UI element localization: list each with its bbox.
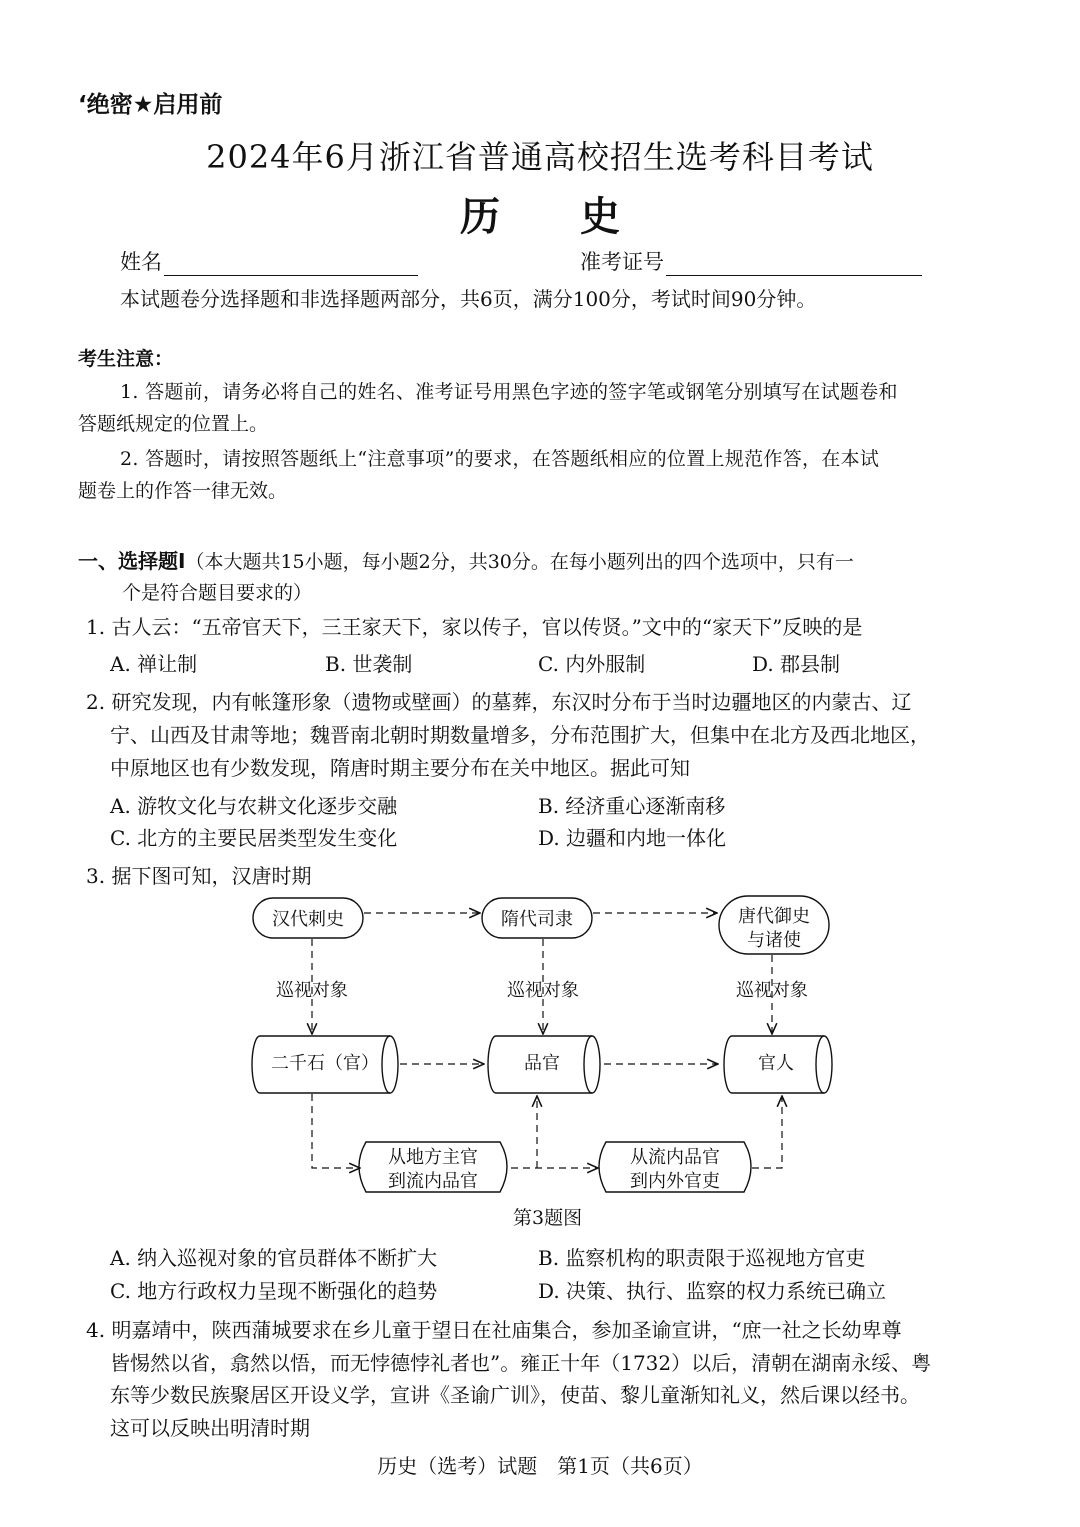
q2-option-b[interactable]: B. 经济重心逐渐南移 bbox=[538, 794, 726, 818]
q2-option-d[interactable]: D. 边疆和内地一体化 bbox=[538, 826, 727, 850]
q4-line-2: 皆惕然以省，翕然以悟，而无悖德悖礼者也”。雍正十年（1732）以后，清朝在湖南永绥、粤 bbox=[110, 1351, 932, 1375]
section-desc-1: （本大题共15小题，每小题2分，共30分。在每小题列出的四个选项中，只有一 bbox=[185, 551, 854, 573]
page-footer: 历史（选考）试题 第1页（共6页） bbox=[377, 1454, 703, 1478]
q2-line-1: 2. 研究发现，内有帐篷形象（遗物或壁画）的墓葬，东汉时分布于当时边疆地区的内蒙古、辽 bbox=[86, 690, 912, 714]
q1-option-a[interactable]: A. 禅让制 bbox=[110, 652, 198, 676]
q2-line-3: 中原地区也有少数发现，隋唐时期主要分布在关中地区。据此可知 bbox=[110, 756, 690, 780]
cyl-guanren-end bbox=[816, 1036, 832, 1093]
q3-option-a[interactable]: A. 纳入巡视对象的官员群体不断扩大 bbox=[110, 1246, 438, 1270]
exam-title: 2024年6月浙江省普通高校招生选考科目考试 bbox=[206, 138, 874, 176]
name-label: 姓名 bbox=[120, 250, 162, 274]
notice-item-1-line-1: 1. 答题前，请务必将自己的姓名、准考证号用黑色字迹的签字笔或钢笔分别填写在试题卷和 bbox=[120, 381, 898, 403]
section-desc-2: 个是符合题目要求的） bbox=[122, 582, 313, 604]
q2-option-c[interactable]: C. 北方的主要民居类型发生变化 bbox=[110, 826, 398, 850]
notice-item-1-line-2: 答题纸规定的位置上。 bbox=[78, 413, 269, 435]
cyl-label-2: 品官 bbox=[524, 1053, 560, 1074]
scroll-2-line-1: 从流内品官 bbox=[630, 1147, 720, 1168]
q1-option-d[interactable]: D. 郡县制 bbox=[752, 652, 841, 676]
node-label-tang-2: 与诸使 bbox=[747, 930, 801, 951]
cyl-pinguan-end bbox=[584, 1036, 600, 1093]
q3-option-c[interactable]: C. 地方行政权力呈现不断强化的趋势 bbox=[110, 1279, 438, 1303]
edge-label-1: 巡视对象 bbox=[276, 980, 348, 1001]
q4-line-3: 东等少数民族聚居区开设义学，宣讲《圣谕广训》，使苗、黎儿童渐知礼义，然后课以经书。 bbox=[110, 1383, 920, 1407]
confidential-mark: ‘绝密★启用前 bbox=[78, 92, 223, 118]
subject-title: 历史 bbox=[460, 194, 700, 240]
notice-item-2-line-2: 题卷上的作答一律无效。 bbox=[78, 480, 288, 502]
notice-heading: 考生注意： bbox=[78, 348, 174, 370]
q1-option-c[interactable]: C. 内外服制 bbox=[538, 652, 646, 676]
q2-option-a[interactable]: A. 游牧文化与农耕文化逐步交融 bbox=[110, 794, 398, 818]
q4-line-1: 4. 明嘉靖中，陕西蒲城要求在乡儿童于望日在社庙集合，参加圣谕宣讲，“庶一社之长幼卑尊 bbox=[86, 1318, 902, 1342]
notice-item-2-line-1: 2. 答题时，请按照答题纸上“注意事项”的要求，在答题纸相应的位置上规范作答，在本试 bbox=[120, 448, 880, 470]
cyl-label-1: 二千石（官） bbox=[271, 1053, 379, 1074]
q4-line-4: 这可以反映出明清时期 bbox=[110, 1416, 310, 1440]
q3-option-b[interactable]: B. 监察机构的职责限于巡视地方官吏 bbox=[538, 1246, 866, 1270]
scroll-1-line-1: 从地方主官 bbox=[388, 1147, 478, 1168]
section-heading: 一、选择题Ⅰ bbox=[78, 549, 186, 573]
cyl-label-3: 官人 bbox=[758, 1053, 794, 1074]
q3-stem: 3. 据下图可知，汉唐时期 bbox=[86, 864, 312, 888]
id-label: 准考证号 bbox=[580, 250, 664, 274]
edge-label-3: 巡视对象 bbox=[736, 980, 808, 1001]
scroll-2-line-2: 到内外官吏 bbox=[630, 1171, 720, 1192]
q2-line-2: 宁、山西及甘肃等地；魏晋南北朝时期数量增多，分布范围扩大，但集中在北方及西北地区， bbox=[110, 723, 930, 747]
edge-label-2: 巡视对象 bbox=[507, 980, 579, 1001]
node-label-tang-1: 唐代御史 bbox=[738, 906, 810, 927]
q3-option-d[interactable]: D. 决策、执行、监察的权力系统已确立 bbox=[538, 1279, 887, 1303]
cyl-erqianshi-end bbox=[382, 1036, 398, 1093]
exam-intro: 本试题卷分选择题和非选择题两部分，共6页，满分100分，考试时间90分钟。 bbox=[120, 287, 817, 311]
scroll-1-line-2: 到流内品官 bbox=[388, 1171, 478, 1192]
q3-caption: 第3题图 bbox=[513, 1207, 583, 1229]
node-label-han: 汉代刺史 bbox=[272, 909, 344, 930]
node-label-sui: 隋代司隶 bbox=[501, 909, 573, 930]
q1-stem: 1. 古人云：“五帝官天下，三王家天下，家以传子，官以传贤。”文中的“家天下”反映的是 bbox=[86, 615, 863, 639]
q1-option-b[interactable]: B. 世袭制 bbox=[325, 652, 413, 676]
